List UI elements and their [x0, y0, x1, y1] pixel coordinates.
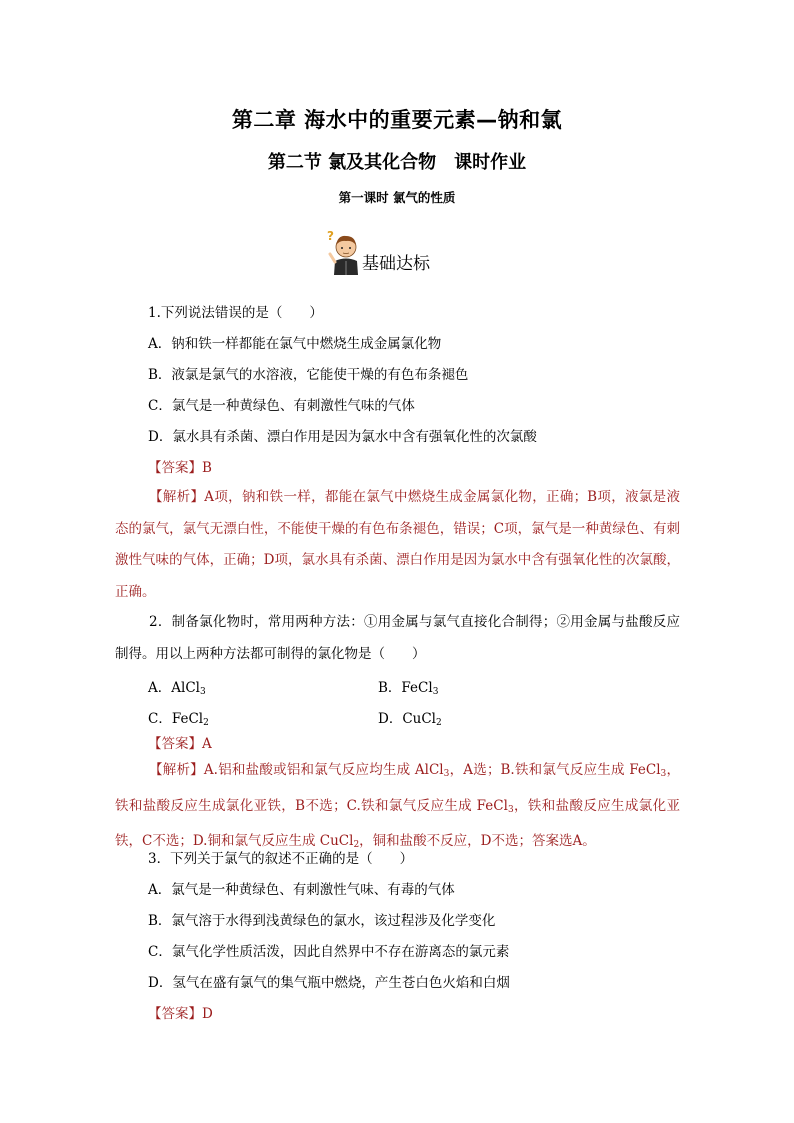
q1-option-c: C．氯气是一种黄绿色、有刺激性气味的气体: [148, 398, 415, 414]
q2-option-c: C．FeCl$_2$: [148, 711, 209, 728]
chapter-title: 第二章 海水中的重要元素—钠和氯: [231, 108, 563, 132]
q3-answer: 【答案】D: [148, 1006, 213, 1022]
q2-option-a: A．AlCl$_3$: [148, 680, 206, 697]
q3-option-a: A．氯气是一种黄绿色、有刺激性气味、有毒的气体: [148, 882, 455, 898]
q1-answer: 【答案】B: [148, 460, 212, 476]
q1-option-d: D．氯水具有杀菌、漂白作用是因为氯水中含有强氧化性的次氯酸: [148, 429, 537, 445]
q1-analysis-tag: 【解析】: [149, 489, 205, 505]
q2-stem: 2．制备氯化物时，常用两种方法：①用金属与氯气直接化合制得；②用金属与盐酸反应制得。用以上两种方法都可制得的氯化物是（ ）: [115, 614, 680, 662]
q3-option-d: D．氢气在盛有氯气的集气瓶中燃烧，产生苍白色火焰和白烟: [148, 975, 510, 991]
q3-option-b: B．氯气溶于水得到浅黄绿色的氯水，该过程涉及化学变化: [148, 913, 496, 929]
q2-answer: 【答案】A: [148, 736, 212, 752]
q2-option-d: D．CuCl$_2$: [378, 711, 442, 728]
q2-option-b: B．FeCl$_3$: [378, 680, 439, 697]
thinking-boy-icon: [326, 228, 360, 276]
section-title: 第二节 氯及其化合物 课时作业: [267, 152, 527, 173]
q1-analysis: [115, 482, 680, 608]
section-label: 基础达标: [362, 254, 430, 274]
q1-stem: 1.下列说法错误的是（ ）: [148, 305, 323, 321]
svg-text:?: ?: [327, 229, 334, 243]
q1-option-a: A．钠和铁一样都能在氯气中燃烧生成金属氯化物: [148, 336, 442, 352]
q2-analysis: 【解析】A.铝和盐酸或铝和氯气反应均生成 AlCl$_3$，A选；B.铁和氯气反应生成 FeCl$_3$，铁和盐酸反应生成氯化亚铁，B不选；C.铁和氯气反应生成 FeCl$_3$，铁和盐酸反应生成氯化亚铁，C不选；D.铜和氯气反应生成 CuCl$_2$，铜和盐酸不反应，D不选；答案选A。: [115, 762, 681, 850]
q3-stem: 3．下列关于氯气的叙述不正确的是（ ）: [148, 851, 414, 867]
section-heading: [326, 226, 430, 276]
q3-option-c: C．氯气化学性质活泼，因此自然界中不存在游离态的氯元素: [148, 944, 510, 960]
lesson-title: 第一课时 氯气的性质: [338, 190, 456, 205]
q1-option-b: B．液氯是氯气的水溶液，它能使干燥的有色布条褪色: [148, 367, 469, 383]
q1-analysis-text: A项，钠和铁一样，都能在氯气中燃烧生成金属氯化物，正确；B项，液氯是液态的氯气，氯气无漂白性，不能使干燥的有色布条褪色，错误；C项，氯气是一种黄绿色、有刺激性气味的气体，正确；D项，氯水具有杀菌、漂白作用是因为氯水中含有强氧化性的次氯酸，正确。: [115, 489, 680, 600]
